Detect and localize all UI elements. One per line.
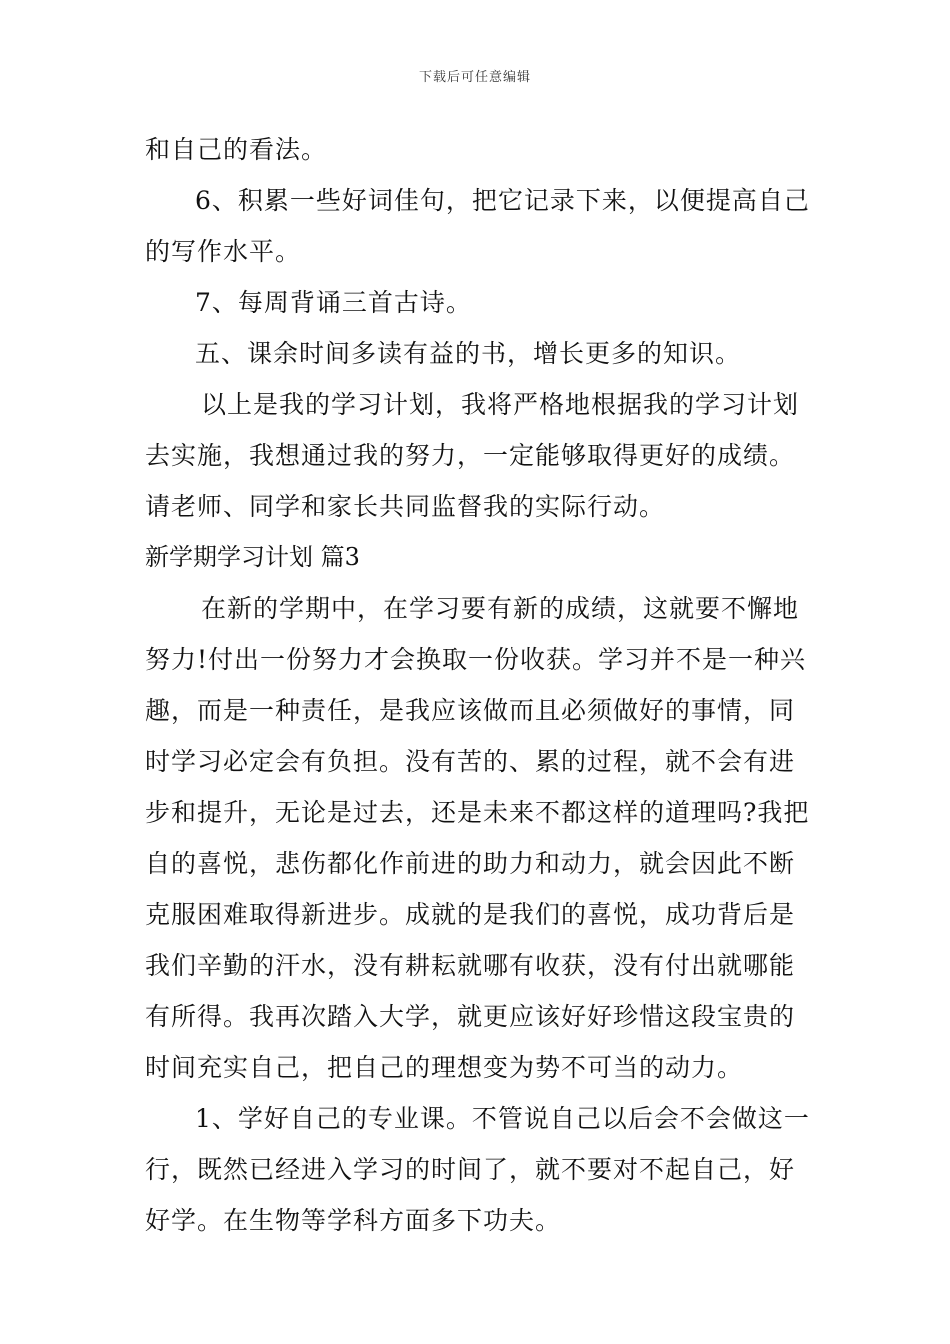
text-line: 的写作水平。 [145,237,302,266]
text-line: 和自己的看法。 [145,135,328,164]
text-line: 时学习必定会有负担。没有苦的、累的过程，就不会有进 [145,747,796,776]
text-line: 时间充实自己，把自己的理想变为势不可当的动力。 [145,1053,744,1082]
text-line: 步和提升，无论是过去，还是未来不都这样的道理吗?我把 [145,798,810,827]
document-body [145,124,810,1246]
download-note: 下载后可任意编辑 [418,70,531,85]
text-line: 请老师、同学和家长共同监督我的实际行动。 [145,492,666,521]
list-item: 7、每周背诵三首古诗。 [195,288,472,317]
text-line: 努力!付出一份努力才会换取一份收获。学习并不是一种兴 [145,645,807,674]
text-line: 趣，而是一种责任，是我应该做而且必须做好的事情，同 [145,696,796,725]
text-line: 好学。在生物等学科方面多下功夫。 [145,1206,562,1235]
paragraph-start: 以上是我的学习计划，我将严格地根据我的学习计划 [201,390,800,419]
text-line: 去实施，我想通过我的努力，一定能够取得更好的成绩。 [145,441,796,470]
text-line: 克服困难取得新进步。成就的是我们的喜悦，成功背后是 [145,900,796,929]
text-line: 行，既然已经进入学习的时间了，就不要对不起自己，好 [145,1155,796,1184]
list-item: 6、积累一些好词佳句，把它记录下来，以便提高自己 [195,186,810,215]
list-item: 1、学好自己的专业课。不管说自己以后会不会做这一 [195,1104,810,1133]
section-item: 五、课余时间多读有益的书，增长更多的知识。 [195,339,742,368]
section-heading: 新学期学习计划 篇3 [145,543,360,571]
text-line: 我们辛勤的汗水，没有耕耘就哪有收获，没有付出就哪能 [145,951,796,980]
text-line: 自的喜悦，悲伤都化作前进的助力和动力，就会因此不断 [145,849,796,878]
paragraph-start: 在新的学期中，在学习要有新的成绩，这就要不懈地 [201,594,800,623]
text-line: 有所得。我再次踏入大学，就更应该好好珍惜这段宝贵的 [145,1002,796,1031]
